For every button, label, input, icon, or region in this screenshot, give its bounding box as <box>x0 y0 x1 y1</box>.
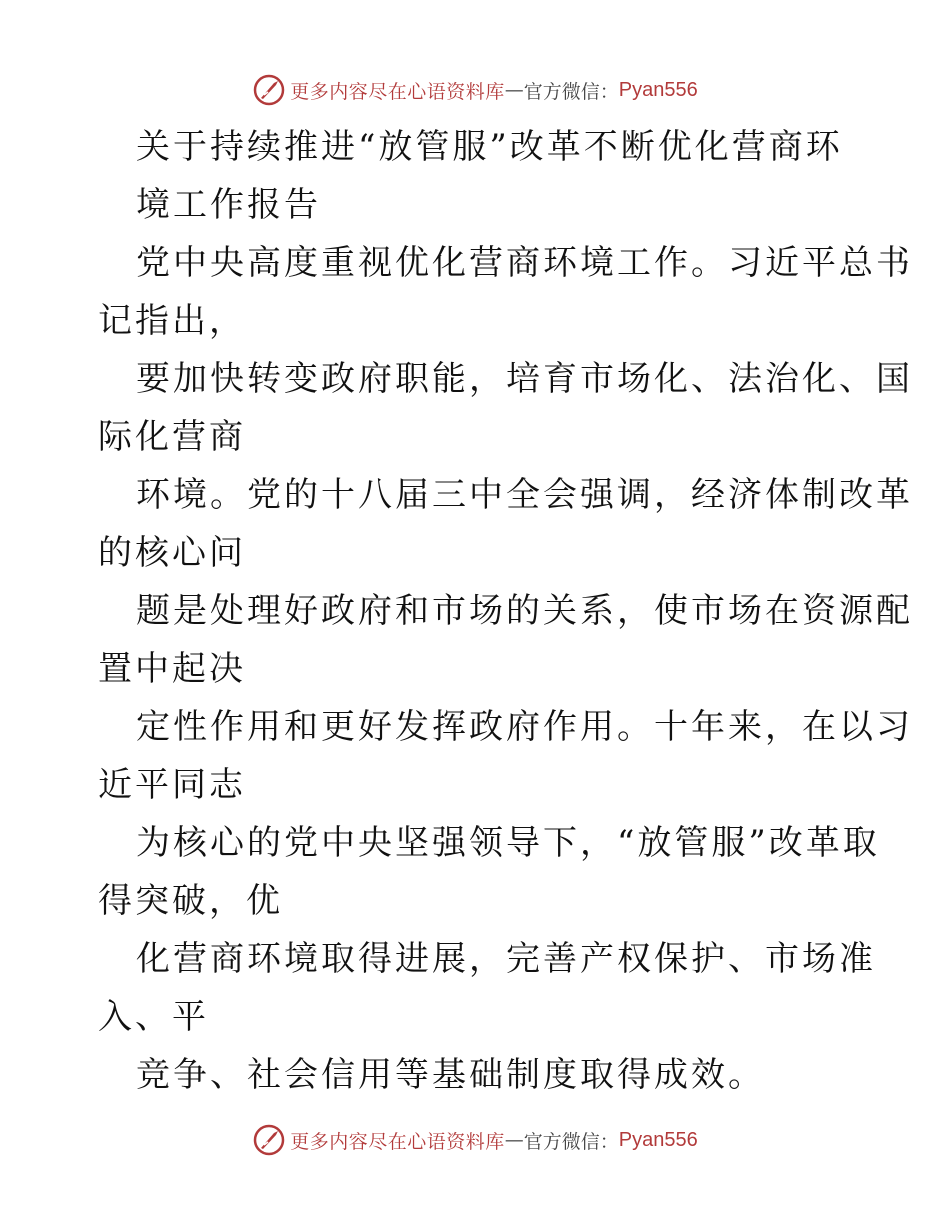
title-line-1: 关于持续推进“放管服”改革不断优化营商环 <box>136 127 843 167</box>
watermark-wechat-id: Pyan556 <box>618 78 698 101</box>
footer-watermark <box>0 1120 950 1160</box>
watermark-separator: — <box>504 79 524 101</box>
watermark-slogan: 更多内容尽在心语资料库 <box>290 80 505 103</box>
paragraph-line: 记指出， <box>98 301 246 341</box>
paragraph-line: 得突破，优 <box>98 881 283 921</box>
paragraph-line: 党中央高度重视优化营商环境工作。习近平总书 <box>136 243 913 283</box>
paragraph-line: 要加快转变政府职能，培育市场化、法治化、国 <box>136 359 913 399</box>
paragraph-line: 题是处理好政府和市场的关系，使市场在资源配 <box>136 591 913 631</box>
watermark-wechat-label: 官方微信： <box>523 1130 619 1153</box>
paragraph-line: 的核心问 <box>98 533 246 573</box>
watermark-slogan: 更多内容尽在心语资料库 <box>290 1130 505 1153</box>
paragraph-line: 定性作用和更好发挥政府作用。十年来，在以习 <box>136 707 913 747</box>
quill-pen-circle-icon <box>252 1123 286 1157</box>
paragraph-line: 置中起决 <box>98 649 246 689</box>
watermark-wechat-id: Pyan556 <box>618 1128 698 1151</box>
paragraph-line: 竞争、社会信用等基础制度取得成效。 <box>136 1055 765 1095</box>
paragraph-line: 化营商环境取得进展，完善产权保护、市场准 <box>136 939 876 979</box>
quill-pen-circle-icon <box>252 73 286 107</box>
header-watermark <box>0 70 950 110</box>
paragraph-line: 际化营商 <box>98 417 246 457</box>
paragraph-line: 为核心的党中央坚强领导下，“放管服”改革取 <box>136 823 880 863</box>
document-body <box>98 118 913 1104</box>
title-line-2: 境工作报告 <box>136 185 321 225</box>
paragraph-line: 入、平 <box>98 997 209 1037</box>
paragraph-line: 环境。党的十八届三中全会强调，经济体制改革 <box>136 475 913 515</box>
watermark-separator: — <box>504 1129 524 1151</box>
paragraph-line: 近平同志 <box>98 765 246 805</box>
watermark-wechat-label: 官方微信： <box>523 80 619 103</box>
